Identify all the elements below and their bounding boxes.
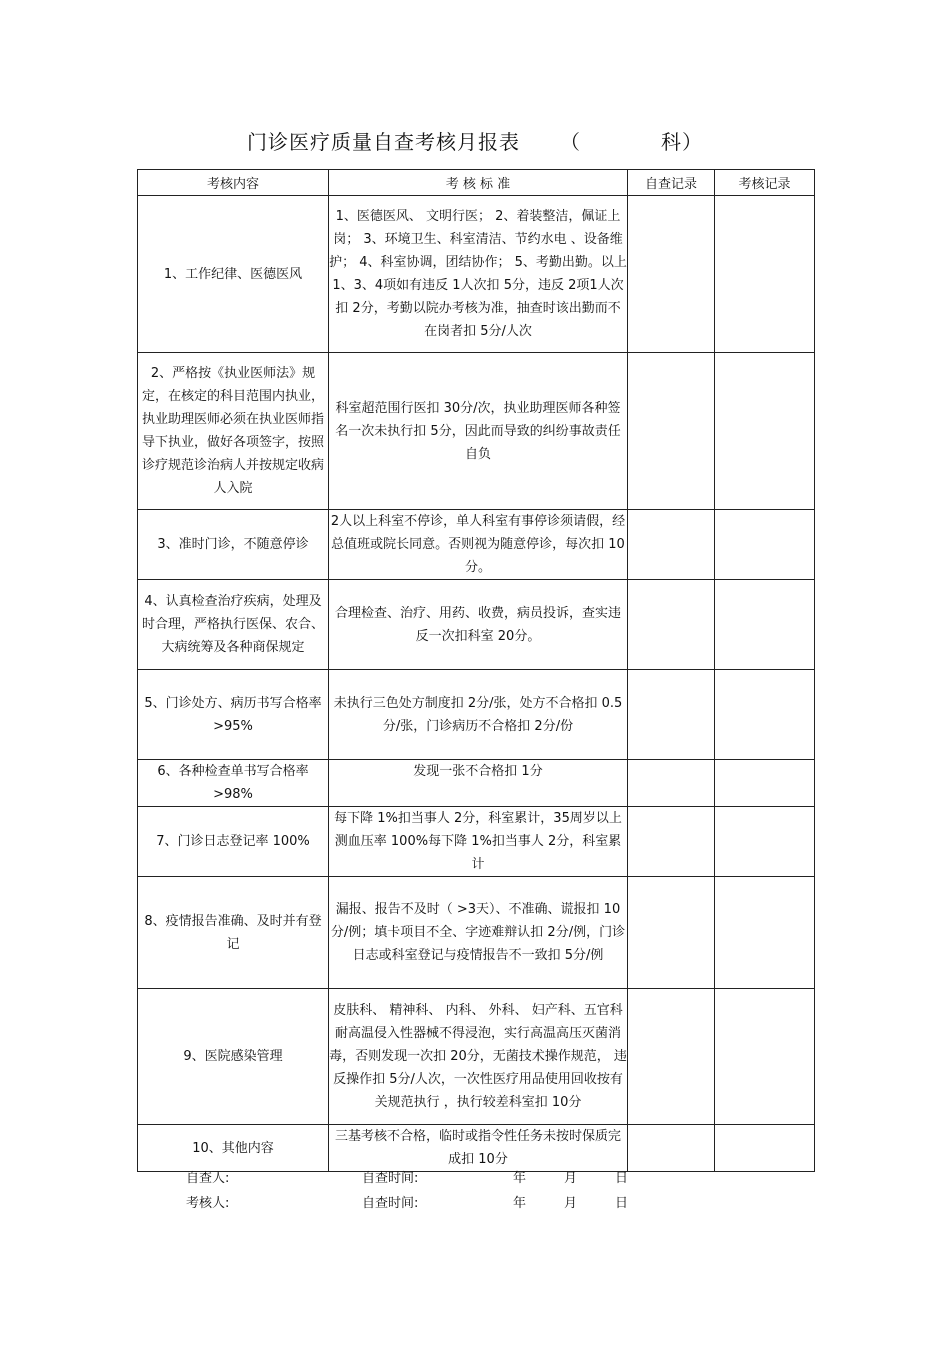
- table-row: [138, 807, 815, 877]
- check-record-cell[interactable]: [715, 877, 815, 989]
- row-standard: 未执行三色处方制度扣 2分/张，处方不合格扣 0.5分/张，门诊病历不合格扣 2分/份: [329, 670, 628, 760]
- check-record-cell[interactable]: [715, 989, 815, 1125]
- table-row: [138, 196, 815, 353]
- check-record-cell[interactable]: [715, 760, 815, 807]
- check-time-label: 自查时间:: [362, 1196, 419, 1211]
- row-content: 6、各种检查单书写合格率 >98%: [138, 760, 329, 807]
- row-content: 2、严格按《执业医师法》规定，在核定的科目范围内执业，执业助理医师必须在执业医师指导下执业，做好各项签字，按照诊疗规范诊治病人并按规定收病人入院: [138, 353, 329, 510]
- row-standard: 1、医德医风、 文明行医； 2、着装整洁，佩证上岗； 3、环境卫生、科室清洁、节约水电 、设备维护； 4、科室协调，团结协作； 5、考勤出勤。以上 1、3、4项如有违反 1人次扣 5分，违反 2项1人次扣 2分，考勤以院办考核为准，抽查时该出勤而不在岗者扣 5分/人次: [329, 196, 628, 353]
- self-record-cell[interactable]: [628, 580, 715, 670]
- row-standard: 合理检查、治疗、用药、收费，病员投诉，查实违反一次扣科室 20分。: [329, 580, 628, 670]
- self-record-cell[interactable]: [628, 989, 715, 1125]
- row-content: 7、门诊日志登记率 100%: [138, 807, 329, 877]
- self-record-cell[interactable]: [628, 1125, 715, 1172]
- check-record-cell[interactable]: [715, 670, 815, 760]
- year-label: 年: [513, 1196, 527, 1211]
- year-label: 年: [513, 1171, 527, 1186]
- row-standard: 三基考核不合格，临时或指令性任务未按时保质完成扣 10分: [329, 1125, 628, 1172]
- month-label: 月: [564, 1196, 578, 1211]
- row-standard: 发现一张不合格扣 1分: [329, 760, 628, 807]
- header-self-record: 自查记录: [628, 170, 715, 196]
- row-standard: 科室超范围行医扣 30分/次，执业助理医师各种签名一次未执行扣 5分，因此而导致的纠纷事故责任自负: [329, 353, 628, 510]
- self-check-time-label: 自查时间:: [362, 1171, 419, 1186]
- self-checker-label: 自查人:: [186, 1171, 230, 1186]
- self-record-cell[interactable]: [628, 670, 715, 760]
- table-row: [138, 760, 815, 807]
- day-label: 日: [615, 1171, 629, 1186]
- row-content: 4、认真检查治疗疾病，处理及时合理，严格执行医保、农合、大病统筹及各种商保规定: [138, 580, 329, 670]
- table-row: [138, 580, 815, 670]
- check-record-cell[interactable]: [715, 580, 815, 670]
- day-label: 日: [615, 1196, 629, 1211]
- header-standard: 考 核 标 准: [329, 170, 628, 196]
- row-standard: 皮肤科、 精神科、 内科、 外科、 妇产科、五官科耐高温侵入性器械不得浸泡，实行高温高压灭菌消毒，否则发现一次扣 20分，无菌技术操作规范， 违反操作扣 5分/人次，一次性医疗用品使用回收按有关规范执行 ，执行较差科室扣 10分: [329, 989, 628, 1125]
- table-row: [138, 877, 815, 989]
- table-row: [138, 510, 815, 580]
- check-record-cell[interactable]: [715, 353, 815, 510]
- self-record-cell[interactable]: [628, 353, 715, 510]
- self-record-cell[interactable]: [628, 510, 715, 580]
- dept-open: （: [560, 130, 581, 154]
- assessment-table: [137, 169, 815, 1172]
- table-row: [138, 1125, 815, 1172]
- table-row: [138, 353, 815, 510]
- self-record-cell[interactable]: [628, 760, 715, 807]
- row-content: 8、疫情报告准确、及时并有登记: [138, 877, 329, 989]
- row-standard: 每下降 1%扣当事人 2分，科室累计，35周岁以上测血压率 100%每下降 1%扣当事人 2分，科室累计: [329, 807, 628, 877]
- row-content: 5、门诊处方、病历书写合格率 >95%: [138, 670, 329, 760]
- table-header-row: [138, 170, 815, 196]
- check-record-cell[interactable]: [715, 510, 815, 580]
- check-record-cell[interactable]: [715, 807, 815, 877]
- table-row: [138, 989, 815, 1125]
- header-content: 考核内容: [138, 170, 329, 196]
- self-record-cell[interactable]: [628, 807, 715, 877]
- row-content: 10、其他内容: [138, 1125, 329, 1172]
- check-record-cell[interactable]: [715, 196, 815, 353]
- dept-close: 科）: [661, 130, 703, 154]
- table-row: [138, 670, 815, 760]
- checker-label: 考核人:: [186, 1196, 230, 1211]
- header-check-record: 考核记录: [715, 170, 815, 196]
- row-content: 3、准时门诊，不随意停诊: [138, 510, 329, 580]
- check-record-cell[interactable]: [715, 1125, 815, 1172]
- month-label: 月: [564, 1171, 578, 1186]
- row-standard: 漏报、报告不及时（ >3天）、不准确、谎报扣 10分/例；填卡项目不全、字迹难辩认扣 2分/例，门诊日志或科室登记与疫情报告不一致扣 5分/例: [329, 877, 628, 989]
- title-text: 门诊医疗质量自查考核月报表: [247, 130, 520, 154]
- row-standard: 2人以上科室不停诊，单人科室有事停诊须请假，经总值班或院长同意。否则视为随意停诊，每次扣 10分。: [329, 510, 628, 580]
- row-content: 9、医院感染管理: [138, 989, 329, 1125]
- self-record-cell[interactable]: [628, 877, 715, 989]
- self-record-cell[interactable]: [628, 196, 715, 353]
- row-content: 1、工作纪律、医德医风: [138, 196, 329, 353]
- page-title: [0, 126, 950, 155]
